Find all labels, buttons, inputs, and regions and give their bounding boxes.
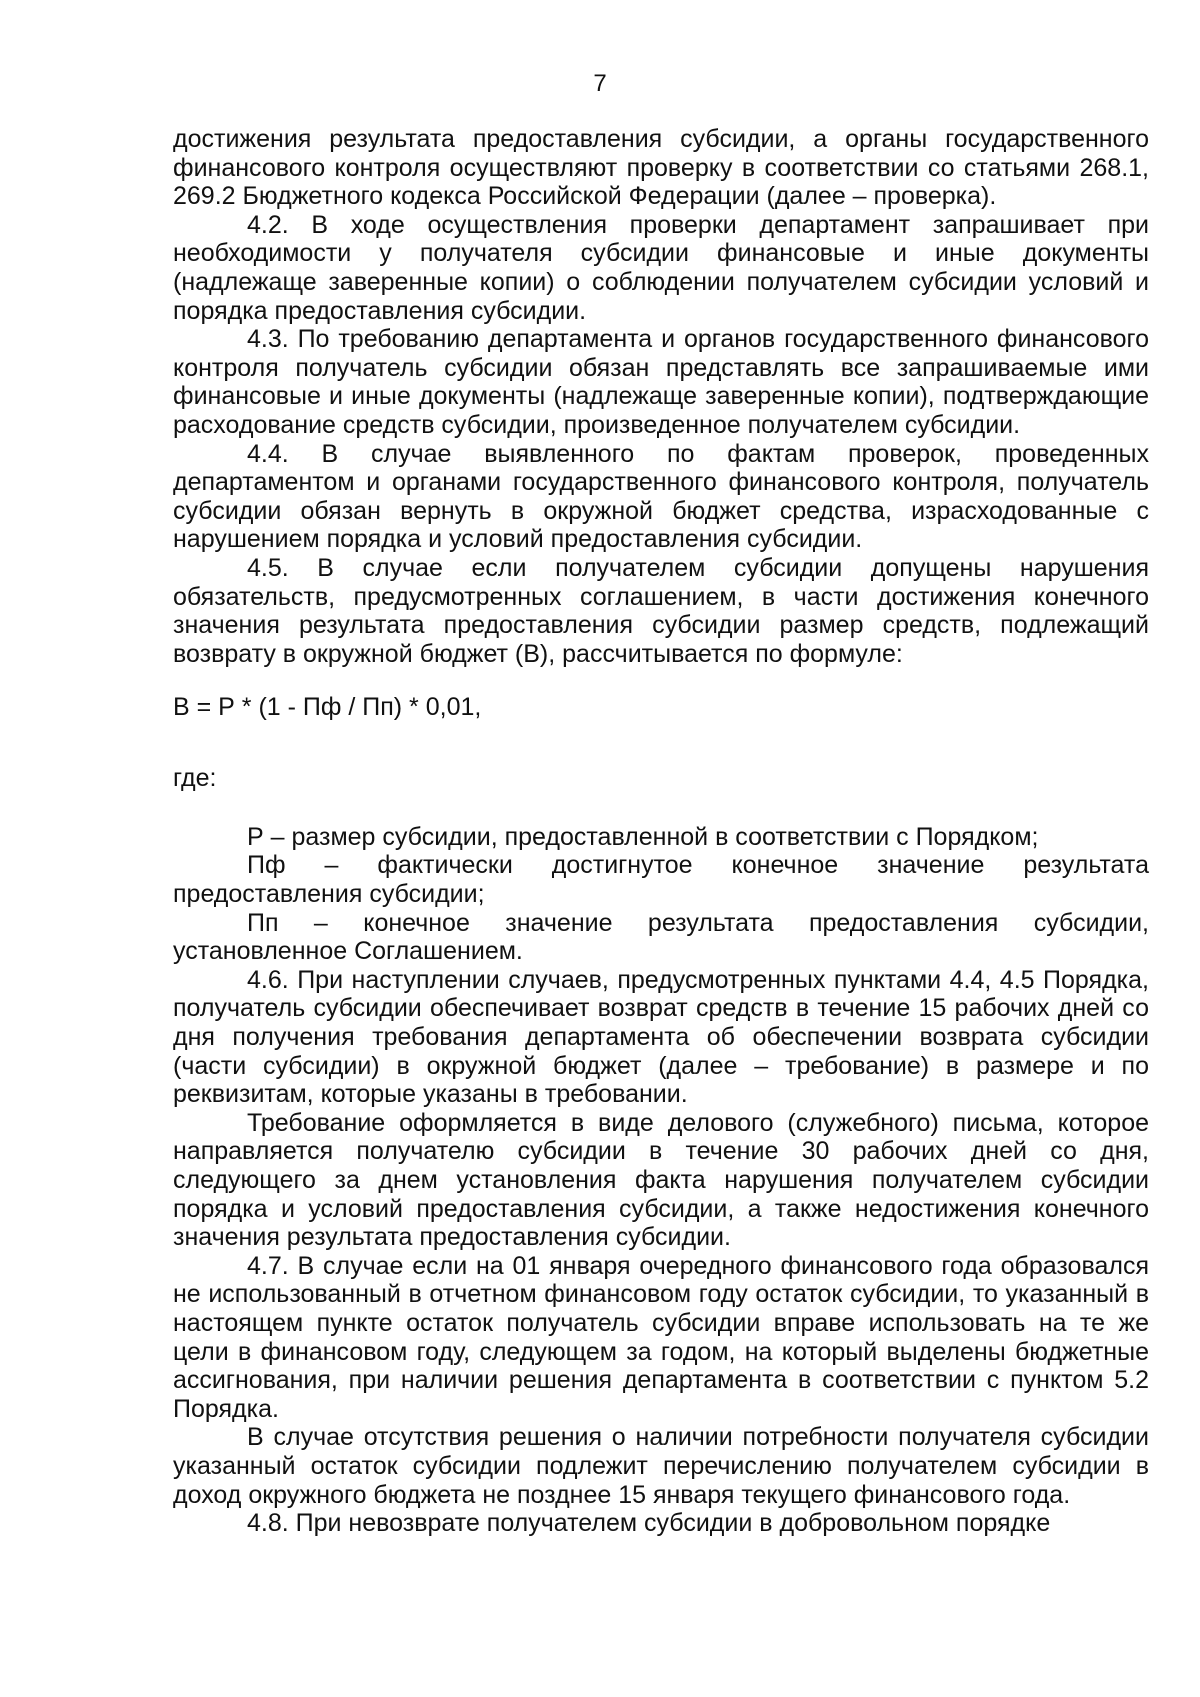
- formula-where-label: где:: [173, 764, 217, 793]
- paragraph-4-3: 4.3. По требованию департамента и органов государственного финансового контроля получатель субсидии обязан представлять все запрашиваемые ими финансовые и иные документы (надлежаще заверенные копии), подтверждающие расходование средств субсидии, произведенное получателем субсидии.: [173, 325, 1149, 439]
- paragraph-4-6: 4.6. При наступлении случаев, предусмотренных пунктами 4.4, 4.5 Порядка, получатель субсидии обеспечивает возврат средств в течение 15 рабочих дней со дня получения требования департамента об обеспечении возврата субсидии (части субсидии) в окружной бюджет (далее – требование) в размере и по реквизитам, которые указаны в требовании.: [173, 965, 1149, 1109]
- paragraph-4-7: 4.7. В случае если на 01 января очередного финансового года образовался не использованный в отчетном финансовом году остаток субсидии, то указанный в настоящем пункте остаток получатель субсидии вправе использовать на те же цели в финансовом году, следующем за годом, на который выделены бюджетные ассигнования, при наличии решения департамента в соответствии с пунктом 5.2 Порядка.: [173, 1251, 1149, 1423]
- refund-formula: В = Р * (1 - Пф / Пп) * 0,01,: [173, 693, 482, 722]
- paragraph-verification-continued: достижения результата предоставления субсидии, а органы государственного финансового контроля осуществляют проверку в соответствии со статьями 268.1, 269.2 Бюджетного кодекса Российской Федерации (далее – проверка).: [173, 125, 1149, 211]
- paragraph-4-5: 4.5. В случае если получателем субсидии допущены нарушения обязательств, предусмотренных соглашением, в части достижения конечного значения результата предоставления субсидии размер средств, подлежащий возврату в окружной бюджет (В), рассчитывается по формуле:: [173, 553, 1149, 668]
- definition-p: Р – размер субсидии, предоставленной в соответствии с Порядком;: [247, 822, 1039, 851]
- paragraph-no-decision: В случае отсутствия решения о наличии потребности получателя субсидии указанный остаток субсидии подлежит перечислению получателем субсидии в доход окружного бюджета не позднее 15 января текущего финансового года.: [173, 1423, 1149, 1509]
- paragraph-4-2: 4.2. В ходе осуществления проверки департамент запрашивает при необходимости у получателя субсидии финансовые и иные документы (надлежаще заверенные копии) о соблюдении получателем субсидии условий и порядка предоставления субсидии.: [173, 210, 1149, 325]
- definition-pf: Пф – фактически достигнутое конечное значение результата предоставления субсидии;: [173, 851, 1149, 909]
- document-body: [173, 125, 1149, 1538]
- paragraph-4-8: 4.8. При невозврате получателем субсидии в добровольном порядке: [247, 1509, 1051, 1538]
- page-number: 7: [593, 70, 607, 97]
- paragraph-requirement: Требование оформляется в виде делового (служебного) письма, которое направляется получателю субсидии в течение 30 рабочих дней со дня, следующего за днем установления факта нарушения получателем субсидии порядка и условий предоставления субсидии, а также недостижения конечного значения результата предоставления субсидии.: [173, 1108, 1149, 1252]
- paragraph-4-4: 4.4. В случае выявленного по фактам проверок, проведенных департаментом и органами государственного финансового контроля, получатель субсидии обязан вернуть в окружной бюджет средства, израсходованные с нарушением порядка и условий предоставления субсидии.: [173, 439, 1149, 554]
- definition-pp: Пп – конечное значение результата предоставления субсидии, установленное Соглашением.: [173, 908, 1149, 966]
